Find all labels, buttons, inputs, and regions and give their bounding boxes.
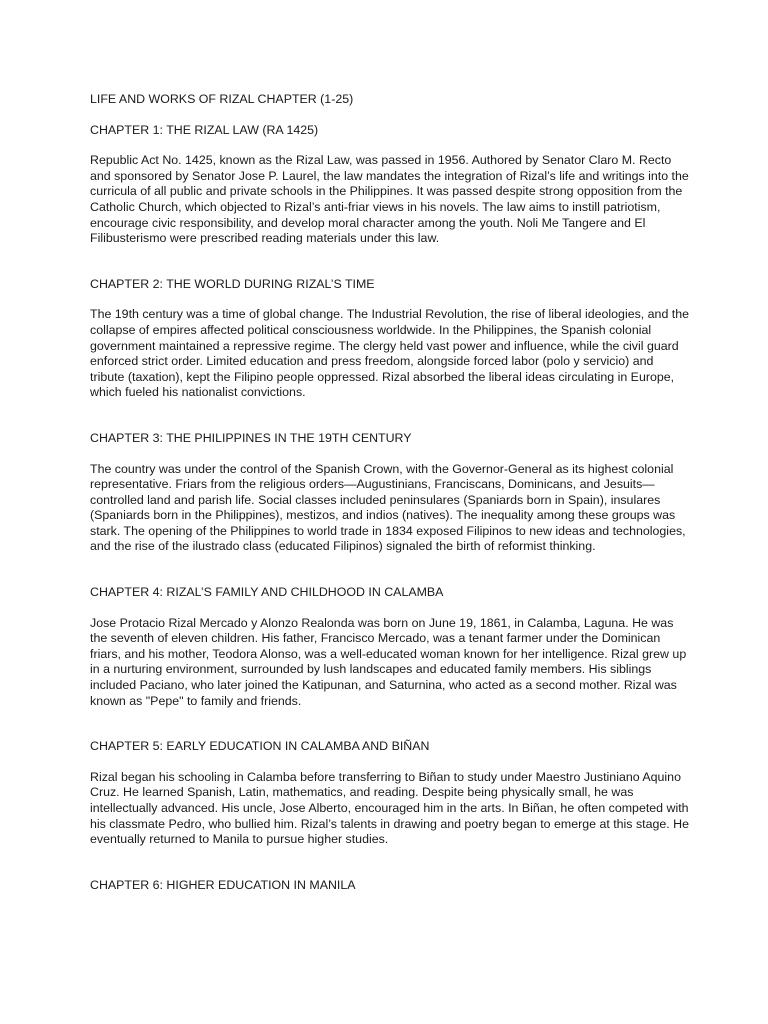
chapter-5 [90, 739, 690, 848]
document-title: LIFE AND WORKS OF RIZAL CHAPTER (1-25) [90, 92, 354, 106]
chapter-heading: CHAPTER 4: RIZAL’S FAMILY AND CHILDHOOD IN CALAMBA [90, 585, 444, 600]
chapter-4 [90, 585, 690, 709]
chapter-body: The 19th century was a time of global change. The Industrial Revolution, the rise of liberal ideologies, and the collapse of empires affected political consciousness worldwide. In the Philippines, the Spanish colonial government maintained a repressive regime. The clergy held vast power and influence, while the civil guard enforced strict order. Limited education and press freedom, alongside forced labor (polo y servicio) and tribute (taxation), kept the Filipino people oppressed. Rizal absorbed the liberal ideas circulating in Europe, which fueled his nationalist convictions. [90, 307, 690, 400]
chapter-body: Rizal began his schooling in Calamba before transferring to Biñan to study under Maestro Justiniano Aquino Cruz. He learned Spanish, Latin, mathematics, and reading. Despite being physically small, he was intellectually advanced. His uncle, Jose Alberto, encouraged him in the arts. In Biñan, he often competed with his classmate Pedro, who bullied him. Rizal’s talents in drawing and poetry began to emerge at this stage. He eventually returned to Manila to pursue higher studies. [90, 769, 689, 847]
chapter-2 [90, 277, 690, 401]
chapter-heading: CHAPTER 6: HIGHER EDUCATION IN MANILA [90, 877, 356, 892]
chapter-heading: CHAPTER 1: THE RIZAL LAW (RA 1425) [90, 122, 319, 137]
chapter-6 [90, 878, 690, 894]
chapter-body: Jose Protacio Rizal Mercado y Alonzo Realonda was born on June 19, 1861, in Calamba, Laguna. He was the seventh of eleven children. His father, Francisco Mercado, was a tenant farmer under the Dominican friars, and his mother, Teodora Alonso, was a well-educated woman known for her intelligence. Rizal grew up in a nurturing environment, surrounded by lush landscapes and educated family members. His siblings included Paciano, who later joined the Katipunan, and Saturnina, who acted as a second mother. Rizal was known as "Pepe" to family and friends. [90, 615, 687, 708]
chapter-heading: CHAPTER 3: THE PHILIPPINES IN THE 19TH CENTURY [90, 430, 412, 445]
chapter-1 [90, 123, 690, 247]
chapter-3 [90, 431, 690, 555]
chapter-body: Republic Act No. 1425, known as the Rizal Law, was passed in 1956. Authored by Senator Claro M. Recto and sponsored by Senator Jose P. Laurel, the law mandates the integration of Rizal’s life and writings into the curricula of all public and private schools in the Philippines. It was passed despite strong opposition from the Catholic Church, which objected to Rizal’s anti-friar views in his novels. The law aims to instill patriotism, encourage civic responsibility, and develop moral character among the youth. Noli Me Tangere and El Filibusterismo were prescribed reading materials under this law. [90, 153, 689, 246]
chapter-body: The country was under the control of the Spanish Crown, with the Governor-General as its highest colonial representative. Friars from the religious orders—Augustinians, Franciscans, Dominicans, and Jesuits—controlled land and parish life. Social classes included peninsulares (Spaniards born in Spain), insulares (Spaniards born in the Philippines), mestizos, and indios (natives). The inequality among these groups was stark. The opening of the Philippines to world trade in 1834 exposed Filipinos to new ideas and technologies, and the rise of the ilustrado class (educated Filipinos) signaled the birth of reformist thinking. [90, 461, 686, 554]
chapter-heading: CHAPTER 2: THE WORLD DURING RIZAL’S TIME [90, 276, 375, 291]
document-page [90, 92, 690, 908]
chapter-heading: CHAPTER 5: EARLY EDUCATION IN CALAMBA AND BIÑAN [90, 739, 430, 754]
